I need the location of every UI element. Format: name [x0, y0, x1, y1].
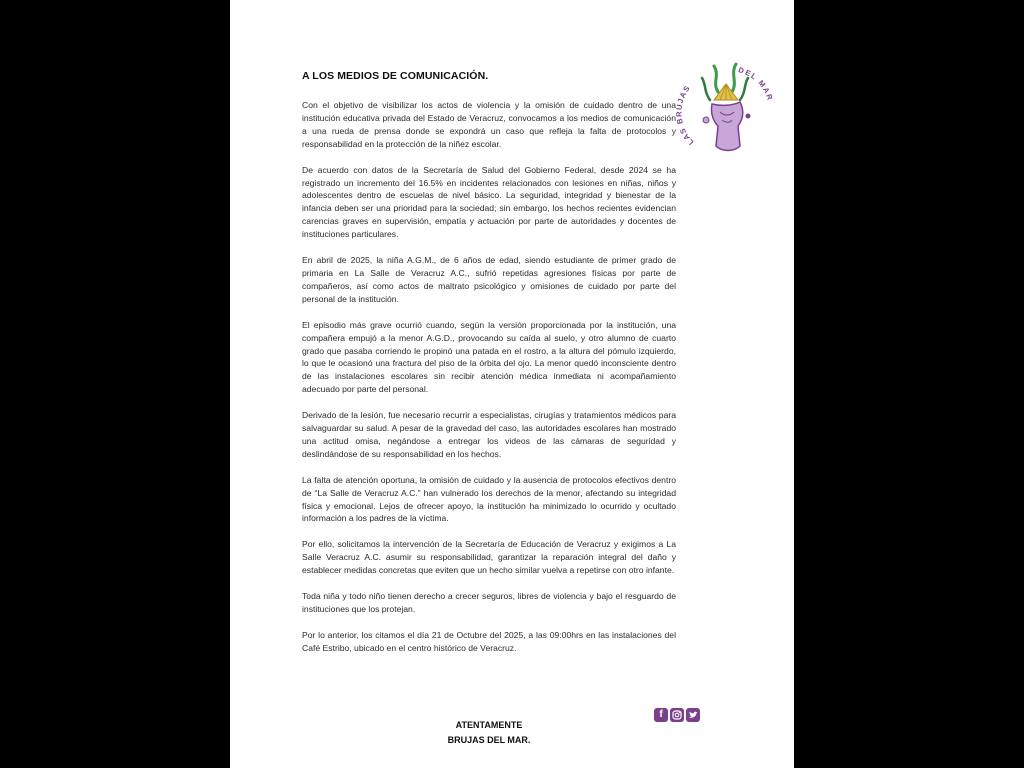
document-heading: A LOS MEDIOS DE COMUNICACIÓN. [302, 70, 489, 82]
signature-name: BRUJAS DEL MAR. [447, 735, 531, 745]
twitter-icon[interactable] [686, 708, 700, 722]
paragraph: Derivado de la lesión, fue necesario recurrir a especialistas, cirugías y tratamientos médicos para salvaguardar su salud. A pesar de la gravedad del caso, las autoridades escolares han mostrado una actitud omisa, negándose a entregar los videos de las cámaras de seguridad y deslindándose de su responsabilidad en los hechos. [302, 410, 676, 459]
paragraph: En abril de 2025, la niña A.G.M., de 6 años de edad, siendo estudiante de primer grado de primaria en La Salle de Veracruz A.C., sufrió repetidas agresiones físicas por parte de compañeros, así como actos de maltrato psicológico y omisiones de cuidado por parte del personal de la institución. [302, 255, 676, 304]
las-brujas-del-mar-logo [676, 60, 776, 164]
facebook-icon[interactable]: f [654, 708, 668, 722]
svg-text:LAS BRUJAS: LAS JAS [676, 83, 696, 147]
paragraph: De acuerdo con datos de la Secretaría de Salud del Gobierno Federal, desde 2024 se ha registrado un incremento del 16.5% en incidentes relacionados con lesiones en niñas, niños y adolescentes dentro de escuelas de nivel básico. La seguridad, integridad y bienestar de la infancia deben ser una prioridad para la sociedad; sin embargo, los hechos recientes evidencian carencias graves en supervisión, empatía y actuación por parte de autoridades y docentes de instituciones particulares. [302, 164, 676, 240]
closing-text: ATENTAMENTE [455, 720, 523, 730]
svg-text:DEL MAR: DEL MAR [737, 65, 775, 103]
signature-block [302, 718, 676, 748]
document-page [230, 0, 794, 768]
paragraph: Por lo anterior, los citamos el día 21 de Octubre del 2025, a las 09:00hrs en las instalaciones del Café Estribo, ubicado en el centro histórico de Veracruz. [302, 629, 676, 653]
paragraph: La falta de atención oportuna, la omisión de cuidado y la ausencia de protocolos efectivos dentro de “La Salle de Veracruz A.C.” han vulnerado los derechos de la menor, afectando su integridad física y emocional. Lejos de ofrecer apoyo, la institución ha minimizado lo ocurrido y ocultado información a los padres de la víctima. [302, 474, 676, 524]
paragraph: Toda niña y todo niño tienen derecho a crecer seguros, libres de violencia y bajo el resguardo de instituciones que los protejan. [302, 591, 676, 614]
paragraph: El episodio más grave ocurrió cuando, según la versión proporcionada por la institución, una compañera empujó a la menor A.G.D., provocando su caída al suelo, y otro alumno de cuarto grado que pasaba corriendo le propinó una patada en el rostro, a la altura del pómulo izquierdo, lo que le ocasionó una fractura del piso de la órbita del ojo. La menor quedó inconsciente dentro de las instalaciones escolares sin recibir atención médica inmediata ni acompañamiento adecuado por parte del personal. [302, 319, 676, 395]
document-body [302, 99, 676, 668]
paragraph: Por ello, solicitamos la intervención de la Secretaría de Educación de Veracruz y exigimos a La Salle Veracruz A.C. asumir su responsabilidad, garantizar la reparación integral del daño y establecer medidas concretas que eviten que un hecho similar vuelva a repetirse con otro infante. [302, 539, 676, 576]
paragraph: Con el objetivo de visibilizar los actos de violencia y la omisión de cuidado dentro de una institución educativa privada del Estado de Veracruz, convocamos a los medios de comunicación a una rueda de prensa donde se expondrá un caso que refleja la falta de protocolos y responsabilidad en la protección de la niñez escolar. [302, 100, 676, 149]
